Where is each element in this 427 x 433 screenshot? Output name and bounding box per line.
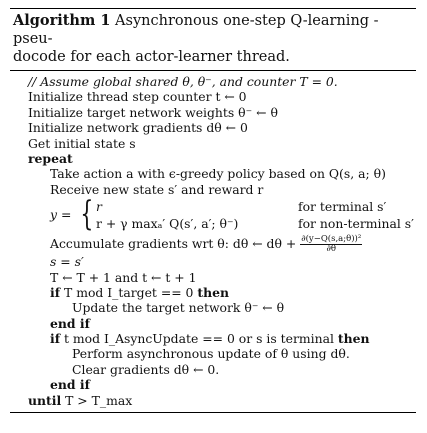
caption-text-1: Asynchronous one-step Q-learning - pseu-	[13, 13, 379, 47]
async-update-line: Perform asynchronous update of θ using dθ.	[72, 346, 350, 362]
comment-line: // Assume global shared θ, θ⁻, and counter T = 0.	[28, 74, 338, 89]
end-if-2: end if	[50, 377, 90, 393]
clear-gradients-line: Clear gradients dθ ← 0.	[72, 361, 220, 377]
end-if-1: end if	[50, 315, 90, 331]
until-line	[10, 393, 416, 408]
then-keyword: then	[337, 331, 370, 347]
fraction-numerator: ∂(y−Q(s,a;θ))²	[301, 234, 362, 245]
init-step-counter: Initialize thread step counter t ← 0	[28, 89, 247, 105]
fraction-denominator: ∂θ	[326, 244, 336, 255]
case1-cond: for terminal s′	[298, 199, 387, 215]
case2-expr: r + γ maxₐ′ Q(s′, a′; θ⁻)	[96, 216, 239, 232]
until-cond: T > T_max	[61, 392, 133, 408]
gradient-fraction	[300, 235, 362, 254]
y-lhs: y =	[50, 207, 72, 223]
counter-increment-line: T ← T + 1 and t ← t + 1	[50, 269, 197, 285]
if-target-line	[10, 285, 416, 300]
if-target-cond: T mod I_target == 0	[60, 284, 198, 300]
case1-expr: r	[96, 199, 102, 215]
get-initial-state: Get initial state s	[28, 135, 136, 151]
algorithm-caption	[10, 9, 416, 71]
receive-state-line: Receive new state s′ and reward r	[50, 181, 264, 197]
accumulate-text: Accumulate gradients wrt θ: dθ ← dθ +	[50, 236, 297, 252]
then-keyword: then	[197, 284, 229, 300]
algorithm-block	[10, 8, 416, 413]
case2-cond: for non-terminal s′	[298, 216, 414, 232]
if-keyword: if	[50, 331, 61, 347]
state-update-line: s = s′	[50, 254, 84, 270]
take-action-line: Take action a with ϵ-greedy policy based on Q(s, a; θ)	[50, 166, 386, 182]
init-gradients: Initialize network gradients dθ ← 0	[28, 120, 248, 136]
init-target-weights: Initialize target network weights θ⁻ ← θ	[28, 104, 278, 120]
case-brace: {	[80, 194, 94, 235]
algorithm-label: Algorithm 1	[13, 12, 111, 29]
update-target-line: Update the target network θ⁻ ← θ	[72, 300, 285, 316]
if-keyword: if	[50, 284, 61, 300]
target-cases	[10, 194, 416, 235]
repeat-keyword: repeat	[28, 150, 73, 166]
if-async-line	[10, 331, 416, 346]
caption-text-2: docode for each actor-learner thread.	[13, 49, 290, 65]
if-async-cond: t mod I_AsyncUpdate == 0 or s is terminal	[60, 331, 338, 347]
algorithm-body	[10, 71, 416, 412]
accumulate-gradients-line	[10, 234, 416, 254]
until-keyword: until	[28, 392, 62, 408]
